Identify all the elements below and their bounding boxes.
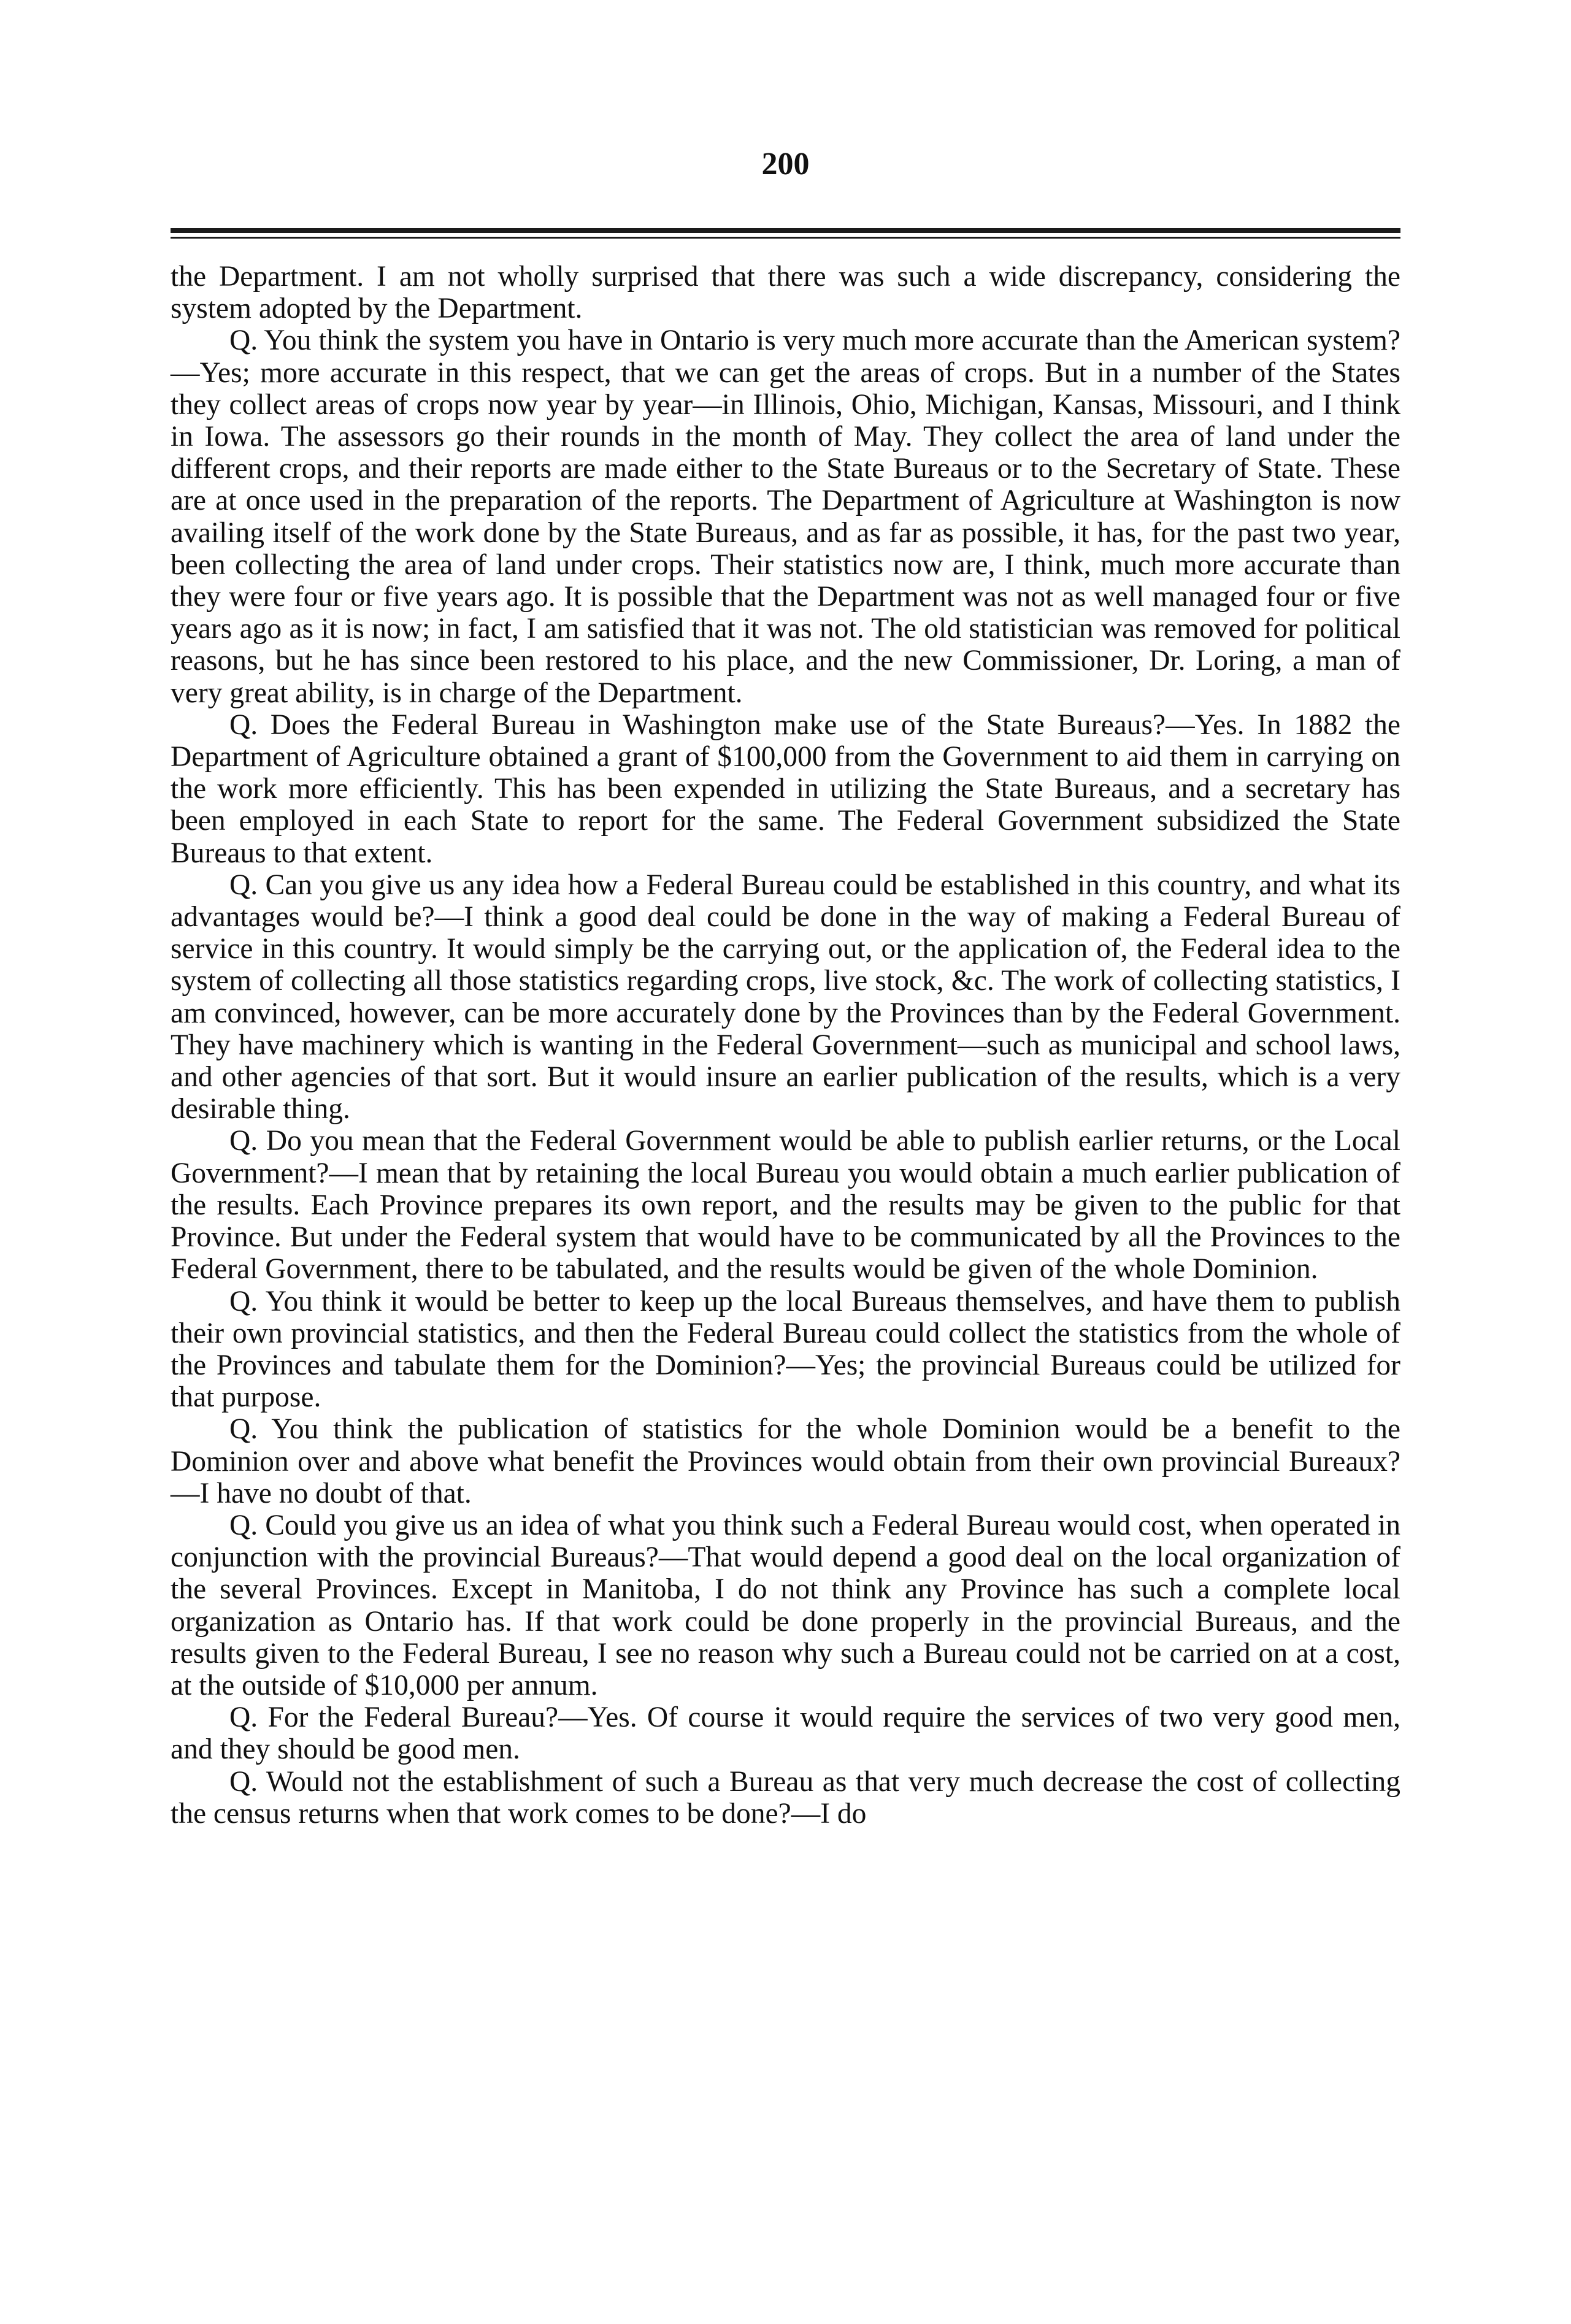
paragraph-question-earlier-returns: Q. Do you mean that the Federal Government would be able to publish earlier returns, or the Local Government?—I mean that by retaining the local Bureau you would obtain a much earlier publication of the results. Each Province prepares its own report, and the results may be given to the public for that Province. But under the Federal system that would have to be communicated by all the Provinces to the Federal Government, there to be tabulated, and the results would be given of the whole Dominion. xyxy=(171,1125,1400,1286)
paragraph-question-federal-bureau: Q. Can you give us any idea how a Federal Bureau could be established in this country, and what its advantages would be?—I think a good deal could be done in the way of making a Federal Bureau of service in this country. It would simply be the carrying out, or the application of, the Federal idea to the system of collecting all those statistics regarding crops, live stock, &c. The work of collecting statistics, I am convinced, however, can be more accurately done by the Provinces than by the Federal Government. They have machinery which is wanting in the Federal Government—such as municipal and school laws, and other agencies of that sort. But it would insure an earlier publication of the results, which is a very desirable thing. xyxy=(171,869,1400,1126)
paragraph-question-american-system: Q. You think the system you have in Ontario is very much more accurate than the American system?—Yes; more accurate in this respect, that we can get the areas of crops. But in a number of the States they collect areas of crops now year by year—in Illinois, Ohio, Michigan, Kansas, Missouri, and I think in Iowa. The assessors go their rounds in the month of May. They collect the area of land under the different crops, and their reports are made either to the State Bureaus or to the Secretary of State. These are at once used in the preparation of the reports. The Department of Agriculture at Washington is now availing itself of the work done by the State Bureaus, and as far as possible, it has, for the past two year, been collecting the area of land under crops. Their statistics now are, I think, much more accurate than they were four or five years ago. It is possible that the Department was not as well managed four or five years ago as it is now; in fact, I am satisfied that it was not. The old statistician was removed for political reasons, but he has since been restored to his place, and the new Commissioner, Dr. Loring, a man of very great ability, is in charge of the Department. xyxy=(171,324,1400,709)
header-rule-thick xyxy=(171,228,1400,233)
paragraph-question-census-cost: Q. Would not the establishment of such a Bureau as that very much decrease the cost of collecting the census returns when that work comes to be done?—I do xyxy=(171,1765,1400,1830)
body-text xyxy=(171,261,1400,1830)
page-number: 200 xyxy=(761,147,810,182)
paragraph-question-state-bureaus: Q. Does the Federal Bureau in Washington make use of the State Bureaus?—Yes. In 1882 the Department of Agriculture obtained a grant of $100,000 from the Government to aid them in carrying on the work more efficiently. This has been expended in utilizing the State Bureaus, and a secretary has been employed in each State to report for the same. The Federal Government subsidized the State Bureaus to that extent. xyxy=(171,708,1400,869)
paragraph-question-dominion-benefit: Q. You think the publication of statistics for the whole Dominion would be a benefit to the Dominion over and above what benefit the Provinces would obtain from their own provincial Bureaux?—I have no doubt of that. xyxy=(171,1413,1400,1509)
paragraph-question-bureau-cost: Q. Could you give us an idea of what you think such a Federal Bureau would cost, when operated in conjunction with the provincial Bureaus?—That would depend a good deal on the local organization of the several Provinces. Except in Manitoba, I do not think any Province has such a complete local organization as Ontario has. If that work could be done properly in the provincial Bureaus, and the results given to the Federal Bureau, I see no reason why such a Bureau could not be carried on at a cost, at the outside of $10,000 per annum. xyxy=(171,1509,1400,1701)
paragraph-question-local-bureaus: Q. You think it would be better to keep up the local Bureaus themselves, and have them to publish their own provincial statistics, and then the Federal Bureau could collect the statistics from the whole of the Provinces and tabulate them for the Dominion?—Yes; the provincial Bureaus could be utilized for that purpose. xyxy=(171,1285,1400,1414)
header-rule xyxy=(171,228,1400,239)
paragraph-question-federal: Q. For the Federal Bureau?—Yes. Of course it would require the services of two very good men, and they should be good men. xyxy=(171,1701,1400,1766)
header-rule-thin xyxy=(171,237,1400,239)
paragraph-continuation: the Department. I am not wholly surprised that there was such a wide discrepancy, considering the system adopted by the Department. xyxy=(171,261,1400,325)
